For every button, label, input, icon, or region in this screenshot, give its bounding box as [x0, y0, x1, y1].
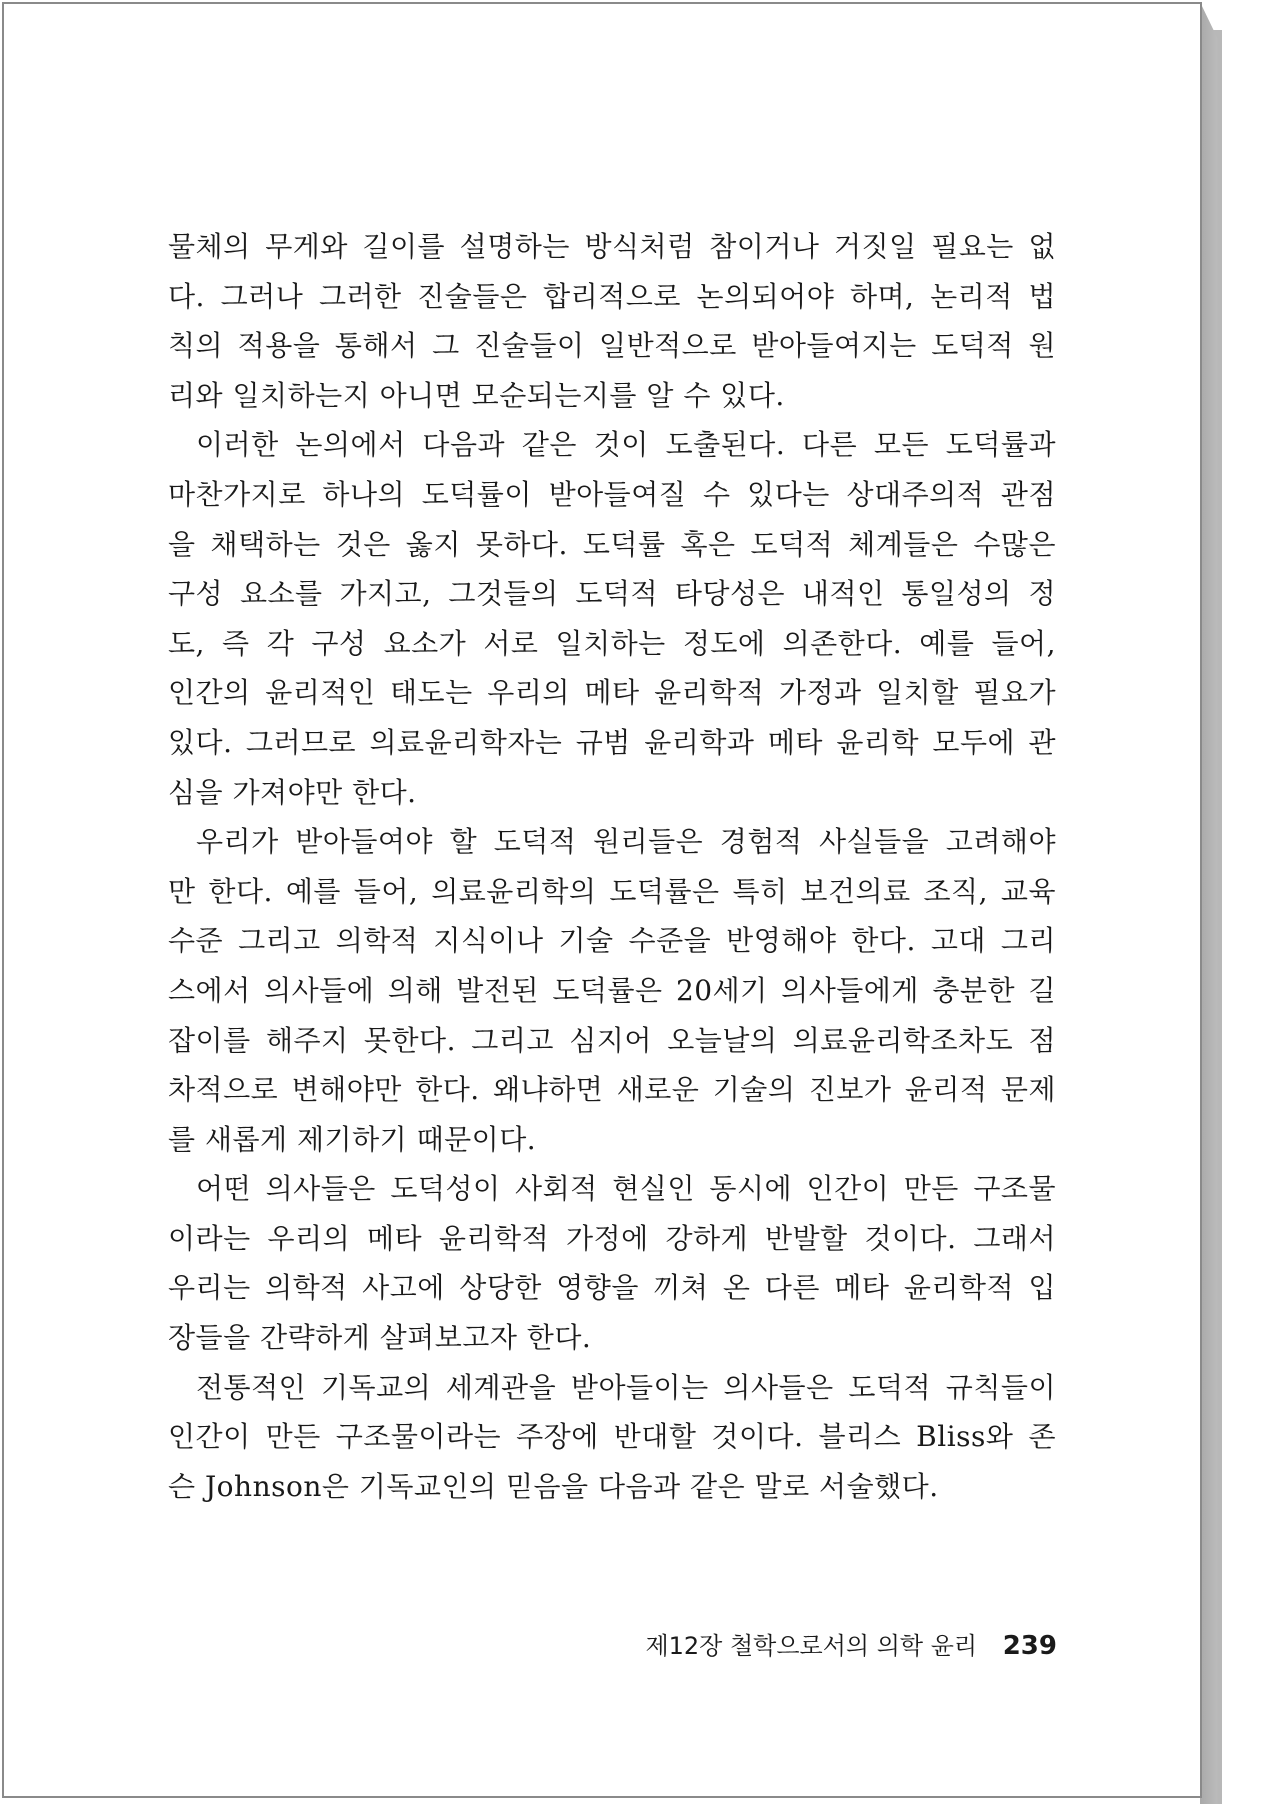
- text-line: 어떤 의사들은 도덕성이 사회적 현실인 동시에 인간이 만든 구조물: [196, 1172, 1056, 1206]
- text-line: 다. 그러나 그러한 진술들은 합리적으로 논의되어야 하며, 논리적 법: [168, 279, 1056, 313]
- text-line: 있다. 그러므로 의료윤리학자는 규범 윤리학과 메타 윤리학 모두에 관: [168, 725, 1056, 759]
- text-line: 장들을 간략하게 살펴보고자 한다.: [168, 1321, 592, 1355]
- text-line: 인간의 윤리적인 태도는 우리의 메타 윤리학적 가정과 일치할 필요가: [168, 676, 1056, 710]
- text-line: 을 채택하는 것은 옳지 못하다. 도덕률 혹은 도덕적 체계들은 수많은: [168, 527, 1056, 561]
- paragraph-3: [168, 817, 1056, 1164]
- text-line: 만 한다. 예를 들어, 의료윤리학의 도덕률은 특히 보건의료 조직, 교육: [168, 874, 1056, 908]
- page-edge: [1200, 2, 1258, 1804]
- paragraph-2: [168, 420, 1056, 817]
- text-line: 구성 요소를 가지고, 그것들의 도덕적 타당성은 내적인 통일성의 정: [168, 577, 1056, 611]
- text-line: 리와 일치하는지 아니면 모순되는지를 알 수 있다.: [168, 378, 785, 412]
- text-line: 를 새롭게 제기하기 때문이다.: [168, 1122, 537, 1156]
- text-line: 칙의 적용을 통해서 그 진술들이 일반적으로 받아들여지는 도덕적 원: [168, 329, 1056, 363]
- text-line: 도, 즉 각 구성 요소가 서로 일치하는 정도에 의존한다. 예를 들어,: [168, 626, 1056, 660]
- text-line: 이라는 우리의 메타 윤리학적 가정에 강하게 반발할 것이다. 그래서: [168, 1221, 1056, 1255]
- text-line: 이러한 논의에서 다음과 같은 것이 도출된다. 다른 모든 도덕률과: [196, 428, 1056, 462]
- running-footer: [645, 1626, 1057, 1661]
- text-line: 우리가 받아들여야 할 도덕적 원리들은 경험적 사실들을 고려해야: [196, 825, 1056, 859]
- paragraph-1: [168, 222, 1056, 420]
- page-number: 239: [1002, 1631, 1057, 1661]
- text-line: 수준 그리고 의학적 지식이나 기술 수준을 반영해야 한다. 고대 그리: [168, 924, 1056, 958]
- body-text: [168, 222, 1056, 1511]
- text-line: 인간이 만든 구조물이라는 주장에 반대할 것이다. 블리스 Bliss와 존: [168, 1420, 1056, 1454]
- text-line: 차적으로 변해야만 한다. 왜냐하면 새로운 기술의 진보가 윤리적 문제: [168, 1073, 1056, 1107]
- text-line: 잡이를 해주지 못한다. 그리고 심지어 오늘날의 의료윤리학조차도 점: [168, 1023, 1056, 1057]
- text-line: 우리는 의학적 사고에 상당한 영향을 끼쳐 온 다른 메타 윤리학적 입: [168, 1271, 1056, 1305]
- paragraph-4: [168, 1164, 1056, 1362]
- text-line: 심을 가져야만 한다.: [168, 775, 417, 809]
- text-line: 슨 Johnson은 기독교인의 믿음을 다음과 같은 말로 서술했다.: [168, 1469, 939, 1503]
- paragraph-5: [168, 1363, 1056, 1512]
- chapter-title: 제12장 철학으로서의 의학 윤리: [645, 1632, 978, 1660]
- text-line: 마찬가지로 하나의 도덕률이 받아들여질 수 있다는 상대주의적 관점: [168, 477, 1056, 511]
- text-line: 전통적인 기독교의 세계관을 받아들이는 의사들은 도덕적 규칙들이: [196, 1370, 1056, 1404]
- text-line: 물체의 무게와 길이를 설명하는 방식처럼 참이거나 거짓일 필요는 없: [168, 230, 1056, 263]
- text-line: 스에서 의사들에 의해 발전된 도덕률은 20세기 의사들에게 충분한 길: [168, 973, 1056, 1007]
